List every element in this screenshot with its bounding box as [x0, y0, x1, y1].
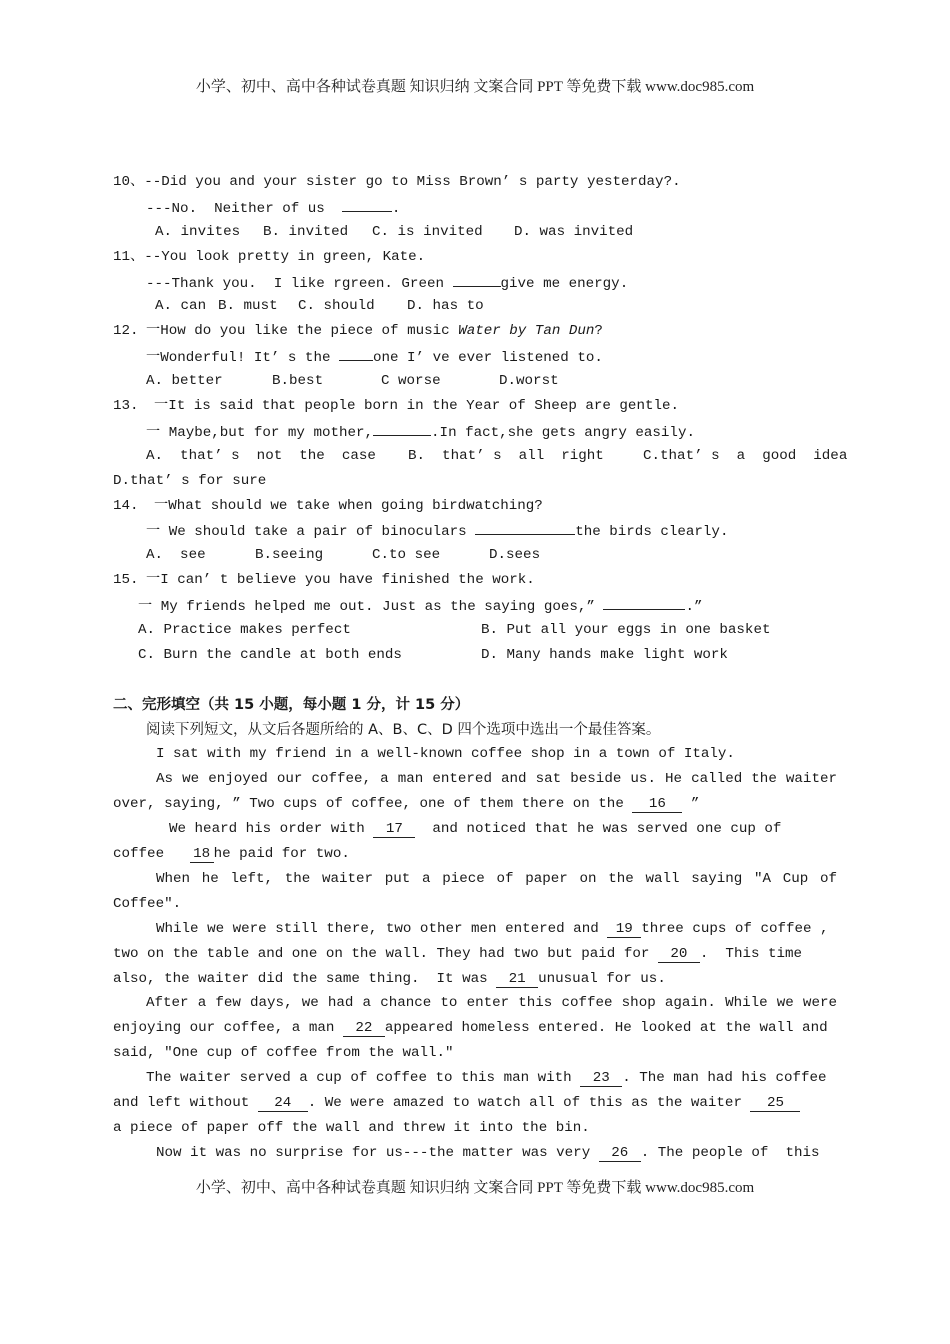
question-13-reply	[113, 419, 837, 444]
question-11-prompt	[113, 245, 837, 270]
passage-text: While we were still there, two other men entered and	[156, 920, 608, 937]
passage-text: and left without	[113, 1094, 258, 1111]
passage-p4-line1: When he left, the waiter put a piece of paper on the wall saying ″A Cup of	[156, 870, 837, 887]
exam-content	[113, 170, 848, 1166]
question-prompt: 一I can’ t believe you have finished the work.	[146, 572, 535, 589]
option-d: D.sees	[489, 547, 541, 564]
option-a: A. that’ s not the case	[146, 447, 376, 464]
question-12-prompt	[113, 319, 837, 344]
question-prompt: 一It is said that people born in the Year of Sheep are gentle.	[154, 398, 680, 415]
option-c: C. is invited	[372, 223, 483, 240]
question-13-options-row1	[113, 444, 848, 469]
passage-text: three cups of coffee ,	[641, 920, 829, 937]
passage-p6-line3: said, ″One cup of coffee from the wall.″	[113, 1045, 454, 1062]
passage-text: appeared homeless entered. He looked at the wall and	[384, 1020, 828, 1037]
answer-blank	[603, 593, 685, 610]
passage-text: over, saying, ” Two cups of coffee, one of them there on the	[113, 796, 633, 813]
blank-22: 22	[343, 1020, 385, 1037]
blank-25: 25	[750, 1095, 800, 1112]
option-c: C. Burn the candle at both ends	[138, 646, 402, 663]
question-number: 11、	[113, 248, 145, 265]
blank-16: 16	[632, 796, 682, 813]
answer-blank	[342, 195, 392, 212]
reply-text: the birds clearly.	[575, 524, 729, 541]
music-title: Water by Tan Dun	[458, 323, 595, 340]
question-12-reply	[113, 344, 837, 369]
answer-blank	[339, 344, 373, 361]
option-b: B. invited	[263, 223, 349, 240]
question-15-prompt	[113, 568, 837, 593]
reply-text: one I’ ve ever listened to.	[372, 350, 603, 367]
passage-p5-line2	[113, 942, 837, 967]
question-15-options-row2	[113, 643, 837, 668]
passage-text: and noticed that he was served one cup of	[415, 821, 782, 838]
passage-text: ”	[682, 796, 700, 813]
option-c: C.to see	[372, 547, 441, 564]
answer-blank	[373, 419, 431, 436]
option-a: A. invites	[155, 223, 241, 240]
passage-text: The waiter served a cup of coffee to this man with	[146, 1070, 581, 1087]
reply-text: .In fact,she gets angry easily.	[431, 424, 695, 441]
blank-19: 19	[607, 921, 641, 938]
passage-p7-line2	[113, 1091, 837, 1116]
blank-21: 21	[496, 971, 538, 988]
question-13-options-row2	[113, 469, 837, 494]
passage-text: he paid for two.	[213, 846, 350, 863]
question-number: 14.	[113, 497, 139, 514]
passage-p3-line2	[113, 842, 837, 867]
passage-text: enjoying our coffee, a man	[113, 1020, 343, 1037]
reply-text: .	[391, 200, 401, 217]
passage-p7-line3: a piece of paper off the wall and threw it into the bin.	[113, 1119, 590, 1136]
option-a: A. see	[146, 547, 206, 564]
question-15-reply	[113, 593, 837, 618]
passage-text: . We were amazed to watch all of this as the waiter	[307, 1094, 751, 1111]
passage-text: . This time	[699, 945, 803, 962]
passage-p3-line1	[113, 817, 837, 842]
section-2-title: 二、完形填空（共 15 小题，每小题 1 分，计 15 分）	[113, 696, 470, 713]
option-d: D. has to	[407, 298, 484, 315]
blank-18: 18	[190, 846, 214, 863]
option-b: B.seeing	[255, 547, 324, 564]
passage-p5-line1	[113, 917, 837, 942]
option-c: C. should	[298, 298, 375, 315]
passage-p1: I sat with my friend in a well-known coffee shop in a town of Italy.	[156, 746, 735, 763]
question-number: 12.	[113, 323, 139, 340]
question-number: 10、	[113, 174, 145, 190]
passage-text: two on the table and one on the wall. They had two but paid for	[113, 945, 658, 962]
footer-banner: 小学、初中、高中各种试卷真题 知识归纳 文案合同 PPT 等免费下载 www.doc985.com	[195, 1180, 755, 1196]
reply-text: 一 My friends helped me out. Just as the saying goes,”	[138, 599, 604, 616]
option-a: A. better	[146, 373, 223, 390]
option-b: B. Put all your eggs in one basket	[481, 622, 771, 639]
reply-text: ---No. Neither of us	[146, 200, 342, 217]
question-11-reply	[113, 270, 837, 295]
question-10-prompt	[113, 170, 837, 195]
question-13-prompt	[113, 394, 837, 419]
spacer	[113, 668, 837, 693]
passage-p5-line3	[113, 967, 837, 992]
question-14-reply	[113, 518, 837, 543]
reply-text: .”	[685, 599, 703, 616]
passage-text: . The people of this	[640, 1144, 820, 1161]
option-d: D.that’ s for sure	[113, 472, 267, 489]
option-d: D. was invited	[514, 223, 634, 240]
option-a: A. Practice makes perfect	[138, 622, 351, 639]
passage-text: unusual for us.	[538, 970, 666, 987]
passage-p6-line1: After a few days, we had a chance to enter this coffee shop again. While we were	[146, 995, 837, 1012]
passage-p2-line1: As we enjoyed our coffee, a man entered and sat beside us. He called the waiter	[156, 771, 837, 788]
blank-17: 17	[373, 821, 415, 838]
blank-24: 24	[258, 1095, 308, 1112]
blank-23: 23	[580, 1070, 622, 1087]
question-10-options	[113, 220, 837, 245]
option-b: B. that’ s all right	[408, 447, 604, 464]
option-c: C.that’ s a good idea	[643, 447, 848, 464]
option-b: B. must	[218, 298, 278, 315]
question-14-prompt	[113, 494, 837, 519]
passage-p7-line1	[113, 1066, 837, 1091]
question-15-options-row1	[113, 618, 837, 643]
question-number: 13.	[113, 398, 139, 415]
reply-text: give me energy.	[500, 275, 629, 292]
passage-text: also, the waiter did the same thing. It was	[113, 970, 497, 987]
passage-text: . The man had his coffee	[622, 1070, 827, 1087]
reply-text: ---Thank you. I like rgreen. Green	[146, 275, 453, 292]
reply-text: 一 We should take a pair of binoculars	[146, 524, 476, 541]
option-b: B.best	[272, 373, 324, 390]
option-d: D.worst	[499, 373, 559, 390]
section-2-instruction: 阅读下列短文，从文后各题所给的 A、B、C、D 四个选项中选出一个最佳答案。	[146, 721, 661, 738]
blank-20: 20	[658, 946, 700, 963]
question-11-options	[113, 294, 837, 319]
passage-text: coffee	[113, 846, 190, 863]
option-a: A. can	[155, 298, 207, 315]
question-prompt: --You look pretty in green, Kate.	[144, 248, 426, 265]
answer-blank	[475, 518, 575, 535]
passage-text: Now it was no surprise for us---the matter was very	[156, 1144, 599, 1161]
passage-p2-line2	[113, 792, 837, 817]
question-14-options	[113, 543, 837, 568]
question-10-reply	[113, 195, 837, 220]
passage-p8-line1	[113, 1141, 837, 1166]
passage-p6-line2	[113, 1016, 837, 1041]
header-banner: 小学、初中、高中各种试卷真题 知识归纳 文案合同 PPT 等免费下载 www.doc985.com	[195, 79, 755, 95]
reply-text: 一Wonderful! It’ s the	[146, 350, 339, 367]
question-prompt: 一How do you like the piece of music	[146, 323, 459, 340]
question-prompt: 一What should we take when going birdwatching?	[154, 497, 543, 514]
question-prompt: --Did you and your sister go to Miss Brown’ s party yesterday?.	[144, 174, 681, 190]
passage-text: We heard his order with	[169, 821, 374, 838]
option-c: C worse	[381, 373, 441, 390]
passage-p4-line2: Coffee″.	[113, 895, 182, 912]
reply-text: 一 Maybe,but for my mother,	[146, 424, 374, 441]
question-prompt-end: ?	[594, 323, 603, 340]
blank-26: 26	[599, 1145, 641, 1162]
answer-blank	[453, 270, 501, 287]
option-d: D. Many hands make light work	[481, 646, 728, 663]
question-12-options	[113, 369, 837, 394]
question-number: 15.	[113, 572, 139, 589]
